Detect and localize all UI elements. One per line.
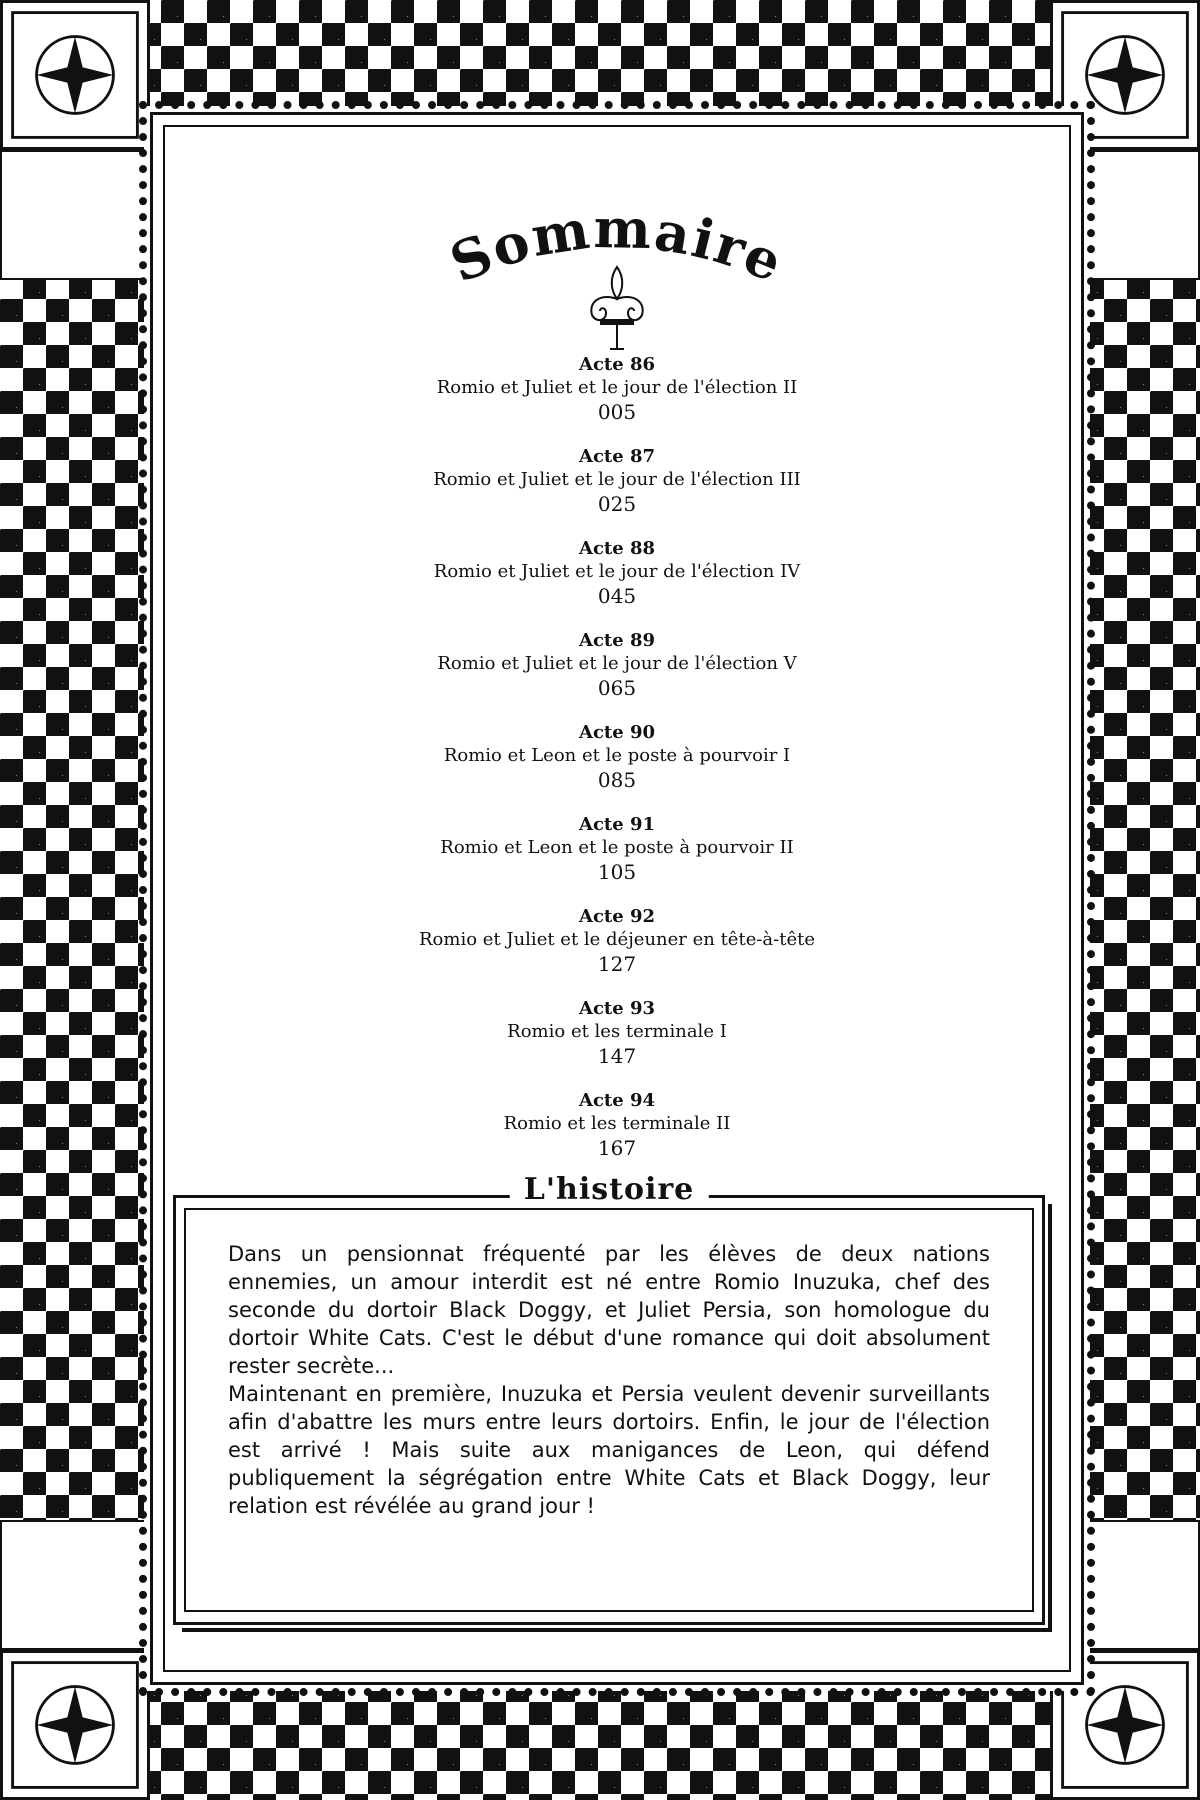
story-text <box>228 1240 990 1520</box>
toc-title: Romio et Juliet et le jour de l'élection II <box>436 377 798 398</box>
story-paragraph: Maintenant en première, Inuzuka et Persia veulent devenir surveillants afin d'abattre les murs entre leurs dortoirs. Enfin, le jour de l'élection est arrivé ! Mais suite aux manigances de Leon, qui défend publiquement la ségrégation entre White Cats et Black Doggy, leur relation est révélée au grand jour ! <box>228 1382 990 1518</box>
toc-page: 127 <box>597 952 637 976</box>
story-box <box>173 1172 1045 1625</box>
toc-title: Romio et Juliet et le jour de l'élection III <box>433 469 801 490</box>
toc-entry[interactable] <box>153 813 1081 905</box>
ornament-icon <box>0 1650 150 1800</box>
toc-act: Acte 92 <box>578 906 655 927</box>
fleur-de-lis-icon <box>582 263 652 355</box>
toc-page: 105 <box>597 860 637 884</box>
toc-title: Romio et les terminale II <box>503 1113 731 1134</box>
toc-act: Acte 93 <box>578 998 655 1019</box>
toc-title: Romio et Juliet et le déjeuner en tête-à-tête <box>418 929 816 950</box>
toc-entry[interactable] <box>153 629 1081 721</box>
toc-title: Romio et les terminale I <box>507 1021 727 1042</box>
toc-entry[interactable] <box>153 1089 1081 1181</box>
toc-act: Acte 87 <box>578 446 655 467</box>
toc-page: 147 <box>597 1044 637 1068</box>
toc-act: Acte 86 <box>578 354 655 375</box>
svg-text:Sommaire: Sommaire <box>441 196 793 296</box>
ornament-rail <box>0 1520 150 1650</box>
content-page <box>150 112 1084 1685</box>
toc-act: Acte 88 <box>578 538 655 559</box>
toc-act: Acte 91 <box>578 814 655 835</box>
toc-title: Romio et Leon et le poste à pourvoir II <box>440 837 794 858</box>
toc-entry[interactable] <box>153 537 1081 629</box>
toc-page: 167 <box>597 1136 637 1160</box>
toc-entry[interactable] <box>153 997 1081 1089</box>
toc-page: 045 <box>597 584 637 608</box>
story-heading: L'histoire <box>510 1172 709 1207</box>
toc-entry[interactable] <box>153 353 1081 445</box>
toc-entry[interactable] <box>153 445 1081 537</box>
ornament-rail <box>0 150 150 280</box>
toc-entry[interactable] <box>153 905 1081 997</box>
ornament-icon <box>0 0 150 150</box>
toc-entry[interactable] <box>153 721 1081 813</box>
toc-title: Romio et Juliet et le jour de l'élection V <box>437 653 797 674</box>
story-paragraph: Dans un pensionnat fréquenté par les élèves de deux nations ennemies, un amour interdit est né entre Romio Inuzuka, chef des seconde du dortoir Black Doggy, et Juliet Persia, son homologue du dortoir White Cats. C'est le début d'une romance qui doit absolument rester secrète... <box>228 1242 990 1378</box>
toc-page: 025 <box>597 492 637 516</box>
table-of-contents <box>153 353 1081 1181</box>
toc-title: Romio et Juliet et le jour de l'élection IV <box>433 561 801 582</box>
toc-page: 005 <box>597 400 637 424</box>
toc-title: Romio et Leon et le poste à pourvoir I <box>443 745 791 766</box>
toc-page: 085 <box>597 768 637 792</box>
toc-act: Acte 89 <box>578 630 655 651</box>
toc-act: Acte 90 <box>578 722 655 743</box>
toc-page: 065 <box>597 676 637 700</box>
toc-act: Acte 94 <box>578 1090 655 1111</box>
